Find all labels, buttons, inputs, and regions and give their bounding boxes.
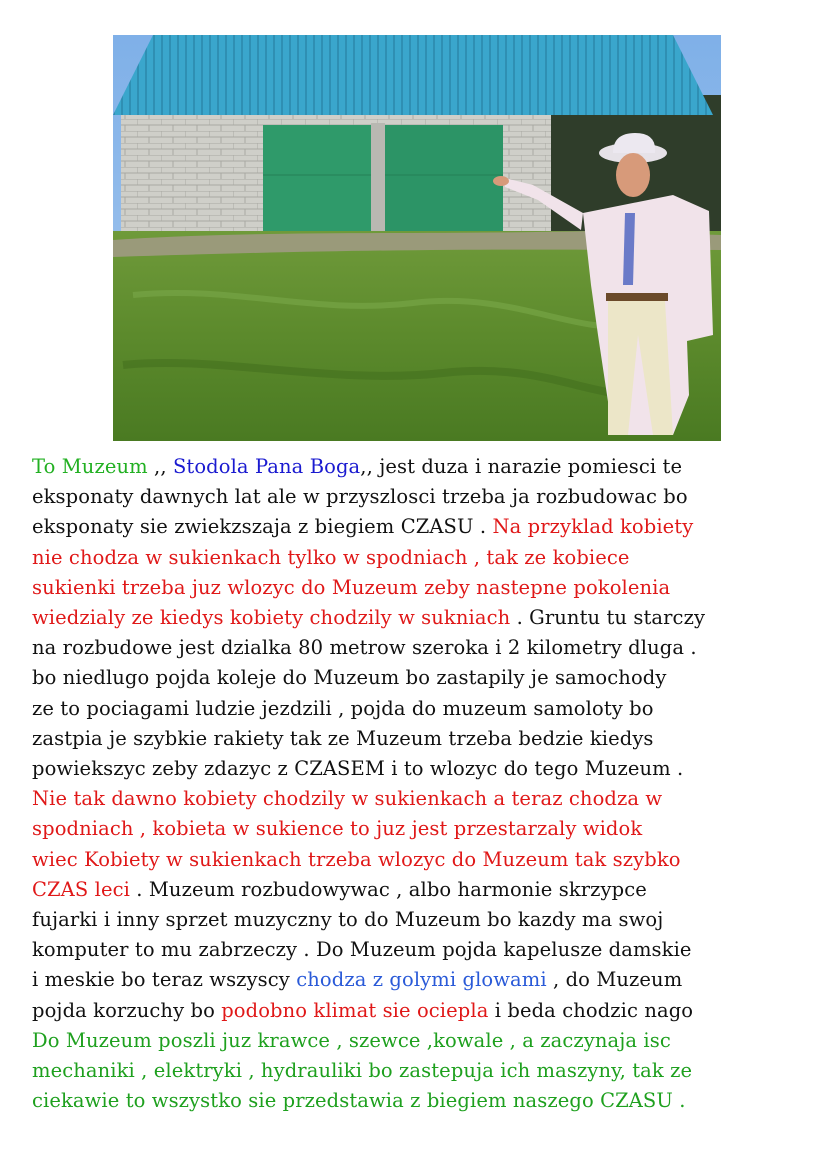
text-segment: Na przyklad kobiety	[492, 515, 694, 539]
text-segment: wiedzialy ze kiedys kobiety chodzily w sukniach	[32, 606, 511, 630]
barn-photo	[113, 35, 721, 441]
text-line	[32, 1056, 822, 1086]
text-segment: To Muzeum	[32, 455, 148, 478]
text-segment: powiekszyc zeby zdazyc z CZASEM i to wlozyc do tego Muzeum .	[32, 757, 684, 781]
text-line	[32, 724, 822, 754]
text-line	[32, 905, 822, 935]
text-line	[32, 633, 822, 663]
text-segment: fujarki i inny sprzet muzyczny to do Muzeum bo kazdy ma swoj	[32, 908, 664, 932]
text-segment: pojda korzuchy bo	[32, 998, 222, 1022]
text-segment: komputer to mu zabrzeczy . Do Muzeum pojda kapelusze damskie	[32, 938, 692, 962]
text-segment: Do Muzeum poszli juz krawce , szewce ,kowale , a zaczynaja isc	[32, 1028, 671, 1052]
text-segment: ciekawie to wszystko sie przedstawia z biegiem naszego CZASU .	[32, 1089, 686, 1113]
text-segment: podobno klimat sie ociepla	[221, 998, 489, 1022]
text-segment: eksponaty dawnych lat ale w przyszlosci trzeba ja rozbudowac bo	[32, 485, 688, 509]
barn-photo-drawing	[113, 35, 721, 441]
text-segment: , do Muzeum	[546, 968, 683, 992]
text-segment: wiec Kobiety w sukienkach trzeba wlozyc do Muzeum tak szybko	[32, 847, 681, 871]
text-line	[32, 1086, 822, 1116]
text-segment: ,, jest duza i narazie pomiesci te	[360, 455, 683, 478]
text-segment: bo niedlugo pojda koleje do Muzeum bo zastapily je samochody	[32, 666, 667, 690]
text-segment: ,,	[147, 455, 173, 478]
text-segment: Nie tak dawno kobiety chodzily w sukienkach a teraz chodza w	[32, 787, 663, 811]
text-line	[32, 814, 822, 844]
text-segment: CZAS leci	[32, 877, 130, 901]
text-segment: sukienki trzeba juz wlozyc do Muzeum zeby nastepne pokolenia	[32, 575, 671, 599]
text-segment: i meskie bo teraz wszyscy	[32, 968, 297, 992]
text-segment: ze to pociagami ludzie jezdzili , pojda do muzeum samoloty bo	[32, 696, 654, 720]
text-line	[32, 754, 822, 784]
text-segment: na rozbudowe jest dzialka 80 metrow szeroka i 2 kilometry dluga .	[32, 636, 697, 660]
text-segment: eksponaty sie zwiekzszaja z biegiem CZASU .	[32, 515, 493, 539]
text-segment: i beda chodzic nago	[488, 998, 694, 1022]
text-line	[32, 965, 822, 995]
text-segment: . Muzeum rozbudowywac , albo harmonie skrzypce	[129, 877, 647, 901]
text-segment: mechaniki , elektryki , hydrauliki bo zastepuja ich maszyny, tak ze	[32, 1059, 693, 1083]
text-line	[32, 996, 822, 1026]
text-line	[32, 663, 822, 693]
text-segment: spodniach , kobieta w sukience to juz jest przestarzaly widok	[32, 817, 643, 841]
text-line	[32, 694, 822, 724]
text-line	[32, 512, 822, 542]
text-segment: zastpia je szybkie rakiety tak ze Muzeum trzeba bedzie kiedys	[32, 726, 654, 750]
text-segment: Stodola Pana Boga	[172, 455, 361, 478]
text-segment: . Gruntu tu starczy	[510, 606, 706, 630]
text-line	[32, 573, 822, 603]
text-line	[32, 543, 822, 573]
text-segment: nie chodza w sukienkach tylko w spodniach , tak ze kobiece	[32, 545, 630, 569]
article-text	[32, 452, 822, 1116]
text-line	[32, 1026, 822, 1056]
text-line	[32, 784, 822, 814]
text-line	[32, 845, 822, 875]
text-line	[32, 875, 822, 905]
text-line	[32, 452, 822, 482]
text-line	[32, 482, 822, 512]
text-segment: chodza z golymi glowami	[296, 968, 547, 992]
text-line	[32, 935, 822, 965]
text-line	[32, 603, 822, 633]
